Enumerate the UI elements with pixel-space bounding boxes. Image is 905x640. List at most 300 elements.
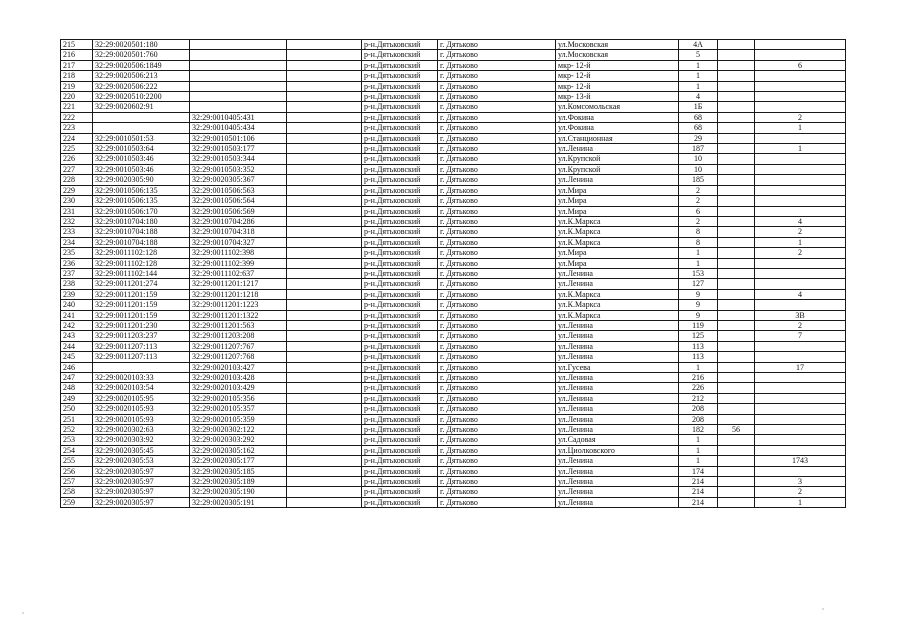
apartment-cell (718, 123, 755, 133)
count-cell (755, 279, 846, 289)
count-cell (755, 164, 846, 174)
row-number-cell: 259 (61, 497, 93, 507)
blank-cell (287, 331, 362, 341)
apartment-cell (718, 383, 755, 393)
count-cell: 1 (755, 237, 846, 247)
street-cell: ул.Ленина (556, 487, 679, 497)
cadastral-number-parcel-cell: 32:29:0011102:144 (93, 268, 190, 278)
table-row (61, 206, 846, 216)
street-cell: ул.Ленина (556, 404, 679, 414)
cadastral-number-object-cell: 32:29:0011102:398 (190, 248, 287, 258)
city-cell: г. Дятьково (438, 196, 556, 206)
cadastral-number-object-cell: 32:29:0020305:191 (190, 497, 287, 507)
blank-cell (287, 497, 362, 507)
street-cell: ул.Мира (556, 206, 679, 216)
cadastral-number-parcel-cell: 32:29:0020305:97 (93, 487, 190, 497)
cadastral-number-parcel-cell: 32:29:0020501:180 (93, 40, 190, 50)
street-cell: ул.Фокина (556, 112, 679, 122)
count-cell (755, 393, 846, 403)
house-number-cell: 5 (679, 50, 718, 60)
row-number-cell: 230 (61, 196, 93, 206)
blank-cell (287, 50, 362, 60)
cadastral-number-parcel-cell: 32:29:0010501:53 (93, 133, 190, 143)
city-cell: г. Дятьково (438, 331, 556, 341)
city-cell: г. Дятьково (438, 393, 556, 403)
cadastral-number-parcel-cell: 32:29:0011201:159 (93, 310, 190, 320)
district-cell: р-н.Дятьковский (362, 487, 438, 497)
house-number-cell: 2 (679, 216, 718, 226)
cadastral-number-parcel-cell: 32:29:0010503:46 (93, 154, 190, 164)
district-cell: р-н.Дятьковский (362, 206, 438, 216)
cadastral-number-object-cell: 32:29:0020103:428 (190, 373, 287, 383)
district-cell: р-н.Дятьковский (362, 352, 438, 362)
count-cell (755, 268, 846, 278)
blank-cell (287, 175, 362, 185)
count-cell (755, 185, 846, 195)
house-number-cell: 182 (679, 425, 718, 435)
count-cell (755, 40, 846, 50)
cadastral-number-parcel-cell: 32:29:0011201:159 (93, 289, 190, 299)
apartment-cell (718, 248, 755, 258)
apartment-cell (718, 445, 755, 455)
blank-cell (287, 300, 362, 310)
table-row (61, 456, 846, 466)
district-cell: р-н.Дятьковский (362, 466, 438, 476)
street-cell: ул.Ленина (556, 320, 679, 330)
cadastral-number-parcel-cell: 32:29:0011207:113 (93, 341, 190, 351)
apartment-cell (718, 60, 755, 70)
row-number-cell: 218 (61, 71, 93, 81)
street-cell: ул.Ленина (556, 175, 679, 185)
table-row (61, 237, 846, 247)
blank-cell (287, 227, 362, 237)
row-number-cell: 226 (61, 154, 93, 164)
cadastral-number-object-cell: 32:29:0011201:1218 (190, 289, 287, 299)
cadastral-number-object-cell: 32:29:0020305:162 (190, 445, 287, 455)
cadastral-number-parcel-cell: 32:29:0020303:92 (93, 435, 190, 445)
table-row (61, 248, 846, 258)
apartment-cell (718, 497, 755, 507)
cadastral-number-parcel-cell (93, 362, 190, 372)
count-cell (755, 445, 846, 455)
house-number-cell: 29 (679, 133, 718, 143)
table-body (61, 40, 846, 508)
count-cell (755, 341, 846, 351)
city-cell: г. Дятьково (438, 435, 556, 445)
cadastral-number-object-cell: 32:29:0020302:122 (190, 425, 287, 435)
count-cell (755, 175, 846, 185)
table-row (61, 300, 846, 310)
house-number-cell: 1 (679, 60, 718, 70)
district-cell: р-н.Дятьковский (362, 237, 438, 247)
row-number-cell: 249 (61, 393, 93, 403)
table-row (61, 310, 846, 320)
apartment-cell (718, 71, 755, 81)
house-number-cell: 9 (679, 289, 718, 299)
city-cell: г. Дятьково (438, 81, 556, 91)
street-cell: ул.К.Маркса (556, 216, 679, 226)
cadastral-number-object-cell: 32:29:0010506:569 (190, 206, 287, 216)
district-cell: р-н.Дятьковский (362, 175, 438, 185)
house-number-cell: 4 (679, 92, 718, 102)
blank-cell (287, 373, 362, 383)
city-cell: г. Дятьково (438, 185, 556, 195)
apartment-cell (718, 227, 755, 237)
house-number-cell: 127 (679, 279, 718, 289)
district-cell: р-н.Дятьковский (362, 383, 438, 393)
row-number-cell: 234 (61, 237, 93, 247)
city-cell: г. Дятьково (438, 102, 556, 112)
district-cell: р-н.Дятьковский (362, 248, 438, 258)
blank-cell (287, 237, 362, 247)
blank-cell (287, 40, 362, 50)
cadastral-number-object-cell: 32:29:0020305:367 (190, 175, 287, 185)
blank-cell (287, 341, 362, 351)
cadastral-number-object-cell: 32:29:0010704:327 (190, 237, 287, 247)
count-cell (755, 383, 846, 393)
apartment-cell (718, 258, 755, 268)
count-cell: 17 (755, 362, 846, 372)
street-cell: ул.Ленина (556, 497, 679, 507)
house-number-cell: 208 (679, 414, 718, 424)
district-cell: р-н.Дятьковский (362, 497, 438, 507)
apartment-cell (718, 373, 755, 383)
cadastral-number-parcel-cell: 32:29:0011102:128 (93, 248, 190, 258)
count-cell: 6 (755, 60, 846, 70)
house-number-cell: 1 (679, 258, 718, 268)
cadastral-number-object-cell: 32:29:0020105:356 (190, 393, 287, 403)
street-cell: ул.Ленина (556, 393, 679, 403)
cadastral-number-parcel-cell: 32:29:0020305:45 (93, 445, 190, 455)
district-cell: р-н.Дятьковский (362, 185, 438, 195)
district-cell: р-н.Дятьковский (362, 50, 438, 60)
count-cell (755, 71, 846, 81)
house-number-cell: 226 (679, 383, 718, 393)
row-number-cell: 223 (61, 123, 93, 133)
row-number-cell: 245 (61, 352, 93, 362)
count-cell: 1743 (755, 456, 846, 466)
cadastral-number-object-cell: 32:29:0020103:427 (190, 362, 287, 372)
house-number-cell: 214 (679, 477, 718, 487)
apartment-cell (718, 185, 755, 195)
cadastral-number-parcel-cell: 32:29:0020506:1849 (93, 60, 190, 70)
count-cell: 3В (755, 310, 846, 320)
row-number-cell: 229 (61, 185, 93, 195)
house-number-cell: 113 (679, 341, 718, 351)
street-cell: ул.Ленина (556, 456, 679, 466)
table-row (61, 477, 846, 487)
cadastral-number-object-cell (190, 60, 287, 70)
apartment-cell (718, 466, 755, 476)
city-cell: г. Дятьково (438, 144, 556, 154)
city-cell: г. Дятьково (438, 414, 556, 424)
row-number-cell: 233 (61, 227, 93, 237)
blank-cell (287, 60, 362, 70)
row-number-cell: 243 (61, 331, 93, 341)
house-number-cell: 1 (679, 445, 718, 455)
table-row (61, 81, 846, 91)
row-number-cell: 255 (61, 456, 93, 466)
blank-cell (287, 185, 362, 195)
city-cell: г. Дятьково (438, 373, 556, 383)
row-number-cell: 222 (61, 112, 93, 122)
house-number-cell: 153 (679, 268, 718, 278)
cadastral-number-object-cell: 32:29:0011102:399 (190, 258, 287, 268)
district-cell: р-н.Дятьковский (362, 320, 438, 330)
table-row (61, 466, 846, 476)
row-number-cell: 252 (61, 425, 93, 435)
blank-cell (287, 133, 362, 143)
city-cell: г. Дятьково (438, 445, 556, 455)
blank-cell (287, 393, 362, 403)
district-cell: р-н.Дятьковский (362, 133, 438, 143)
house-number-cell: 125 (679, 331, 718, 341)
cadastral-number-parcel-cell: 32:29:0010704:180 (93, 216, 190, 226)
count-cell (755, 435, 846, 445)
house-number-cell: 1 (679, 71, 718, 81)
blank-cell (287, 216, 362, 226)
blank-cell (287, 362, 362, 372)
cadastral-number-parcel-cell: 32:29:0020506:213 (93, 71, 190, 81)
apartment-cell (718, 477, 755, 487)
table-row (61, 445, 846, 455)
table-row (61, 487, 846, 497)
street-cell: ул.К.Маркса (556, 227, 679, 237)
city-cell: г. Дятьково (438, 133, 556, 143)
street-cell: ул.К.Маркса (556, 289, 679, 299)
city-cell: г. Дятьково (438, 71, 556, 81)
cadastral-number-object-cell (190, 92, 287, 102)
cadastral-number-parcel-cell: 32:29:0020602:91 (93, 102, 190, 112)
apartment-cell (718, 154, 755, 164)
apartment-cell (718, 40, 755, 50)
apartment-cell (718, 320, 755, 330)
cadastral-number-parcel-cell: 32:29:0020103:33 (93, 373, 190, 383)
district-cell: р-н.Дятьковский (362, 216, 438, 226)
table-row (61, 123, 846, 133)
table-row (61, 92, 846, 102)
street-cell: ул.Ленина (556, 144, 679, 154)
count-cell: 4 (755, 289, 846, 299)
city-cell: г. Дятьково (438, 216, 556, 226)
table-row (61, 289, 846, 299)
table-row (61, 383, 846, 393)
apartment-cell (718, 268, 755, 278)
street-cell: ул.Крупской (556, 164, 679, 174)
apartment-cell (718, 92, 755, 102)
row-number-cell: 219 (61, 81, 93, 91)
house-number-cell: 9 (679, 310, 718, 320)
cadastral-number-parcel-cell: 32:29:0011201:230 (93, 320, 190, 330)
cadastral-number-object-cell: 32:29:0011201:1223 (190, 300, 287, 310)
count-cell (755, 206, 846, 216)
district-cell: р-н.Дятьковский (362, 144, 438, 154)
apartment-cell (718, 133, 755, 143)
row-number-cell: 240 (61, 300, 93, 310)
cadastral-number-object-cell: 32:29:0010503:352 (190, 164, 287, 174)
count-cell: 4 (755, 216, 846, 226)
street-cell: ул.Ленина (556, 341, 679, 351)
street-cell: ул.Мира (556, 185, 679, 195)
count-cell (755, 102, 846, 112)
scan-speck (822, 608, 824, 610)
apartment-cell (718, 341, 755, 351)
cadastral-number-parcel-cell: 32:29:0020305:97 (93, 477, 190, 487)
house-number-cell: 2 (679, 196, 718, 206)
house-number-cell: 214 (679, 487, 718, 497)
house-number-cell: 187 (679, 144, 718, 154)
city-cell: г. Дятьково (438, 362, 556, 372)
count-cell: 1 (755, 123, 846, 133)
district-cell: р-н.Дятьковский (362, 258, 438, 268)
count-cell (755, 352, 846, 362)
apartment-cell: 56 (718, 425, 755, 435)
cadastral-number-parcel-cell: 32:29:0010506:135 (93, 196, 190, 206)
count-cell: 2 (755, 248, 846, 258)
cadastral-number-parcel-cell: 32:29:0011203:237 (93, 331, 190, 341)
cadastral-number-object-cell: 32:29:0011207:767 (190, 341, 287, 351)
cadastral-number-parcel-cell: 32:29:0010704:188 (93, 237, 190, 247)
apartment-cell (718, 164, 755, 174)
count-cell (755, 404, 846, 414)
cadastral-number-parcel-cell: 32:29:0020302:63 (93, 425, 190, 435)
table-row (61, 154, 846, 164)
cadastral-number-parcel-cell: 32:29:0010506:170 (93, 206, 190, 216)
city-cell: г. Дятьково (438, 466, 556, 476)
city-cell: г. Дятьково (438, 50, 556, 60)
row-number-cell: 227 (61, 164, 93, 174)
cadastral-number-parcel-cell (93, 112, 190, 122)
blank-cell (287, 477, 362, 487)
cadastral-number-object-cell: 32:29:0011201:1322 (190, 310, 287, 320)
table-row (61, 331, 846, 341)
district-cell: р-н.Дятьковский (362, 154, 438, 164)
table-row (61, 425, 846, 435)
cadastral-number-object-cell: 32:29:0010405:431 (190, 112, 287, 122)
street-cell: ул.Мира (556, 258, 679, 268)
table-row (61, 60, 846, 70)
apartment-cell (718, 487, 755, 497)
row-number-cell: 246 (61, 362, 93, 372)
district-cell: р-н.Дятьковский (362, 196, 438, 206)
count-cell: 2 (755, 227, 846, 237)
cadastral-number-object-cell: 32:29:0010501:106 (190, 133, 287, 143)
table-row (61, 175, 846, 185)
city-cell: г. Дятьково (438, 237, 556, 247)
city-cell: г. Дятьково (438, 92, 556, 102)
apartment-cell (718, 289, 755, 299)
street-cell: ул.Ленина (556, 466, 679, 476)
apartment-cell (718, 331, 755, 341)
cadastral-number-parcel-cell: 32:29:0020501:760 (93, 50, 190, 60)
apartment-cell (718, 362, 755, 372)
count-cell (755, 133, 846, 143)
row-number-cell: 225 (61, 144, 93, 154)
table-row (61, 50, 846, 60)
blank-cell (287, 112, 362, 122)
district-cell: р-н.Дятьковский (362, 112, 438, 122)
cadastral-number-object-cell: 32:29:0011207:768 (190, 352, 287, 362)
cadastral-number-parcel-cell: 32:29:0020506:222 (93, 81, 190, 91)
count-cell: 2 (755, 320, 846, 330)
count-cell (755, 92, 846, 102)
city-cell: г. Дятьково (438, 425, 556, 435)
table-row (61, 279, 846, 289)
cadastral-number-object-cell: 32:29:0011203:208 (190, 331, 287, 341)
cadastral-number-parcel-cell: 32:29:0020105:95 (93, 393, 190, 403)
cadastral-number-object-cell (190, 81, 287, 91)
table-row (61, 144, 846, 154)
blank-cell (287, 289, 362, 299)
cadastral-number-parcel-cell: 32:29:0010704:188 (93, 227, 190, 237)
house-number-cell: 1 (679, 81, 718, 91)
apartment-cell (718, 435, 755, 445)
city-cell: г. Дятьково (438, 175, 556, 185)
row-number-cell: 239 (61, 289, 93, 299)
city-cell: г. Дятьково (438, 40, 556, 50)
blank-cell (287, 196, 362, 206)
cadastral-number-object-cell: 32:29:0020305:185 (190, 466, 287, 476)
apartment-cell (718, 144, 755, 154)
blank-cell (287, 123, 362, 133)
district-cell: р-н.Дятьковский (362, 425, 438, 435)
house-number-cell: 113 (679, 352, 718, 362)
table-row (61, 216, 846, 226)
cadastral-number-parcel-cell: 32:29:0020305:90 (93, 175, 190, 185)
city-cell: г. Дятьково (438, 258, 556, 268)
table-row (61, 362, 846, 372)
city-cell: г. Дятьково (438, 487, 556, 497)
city-cell: г. Дятьково (438, 227, 556, 237)
row-number-cell: 228 (61, 175, 93, 185)
apartment-cell (718, 414, 755, 424)
apartment-cell (718, 393, 755, 403)
count-cell (755, 300, 846, 310)
city-cell: г. Дятьково (438, 154, 556, 164)
street-cell: ул.Ленина (556, 477, 679, 487)
table-row (61, 414, 846, 424)
apartment-cell (718, 112, 755, 122)
city-cell: г. Дятьково (438, 497, 556, 507)
house-number-cell: 119 (679, 320, 718, 330)
house-number-cell: 4А (679, 40, 718, 50)
district-cell: р-н.Дятьковский (362, 123, 438, 133)
house-number-cell: 212 (679, 393, 718, 403)
blank-cell (287, 352, 362, 362)
table-row (61, 112, 846, 122)
city-cell: г. Дятьково (438, 352, 556, 362)
cadastral-number-parcel-cell: 32:29:0020105:93 (93, 404, 190, 414)
cadastral-number-parcel-cell: 32:29:0020510:2200 (93, 92, 190, 102)
district-cell: р-н.Дятьковский (362, 164, 438, 174)
cadastral-number-object-cell: 32:29:0020305:177 (190, 456, 287, 466)
street-cell: ул.Ленина (556, 414, 679, 424)
house-number-cell: 208 (679, 404, 718, 414)
cadastral-number-object-cell: 32:29:0010506:563 (190, 185, 287, 195)
street-cell: ул.Ленина (556, 352, 679, 362)
cadastral-number-object-cell (190, 40, 287, 50)
street-cell: ул.Фокина (556, 123, 679, 133)
table-row (61, 102, 846, 112)
row-number-cell: 215 (61, 40, 93, 50)
blank-cell (287, 310, 362, 320)
count-cell (755, 196, 846, 206)
scan-speck (22, 612, 24, 614)
cadastral-number-object-cell (190, 102, 287, 112)
district-cell: р-н.Дятьковский (362, 310, 438, 320)
district-cell: р-н.Дятьковский (362, 393, 438, 403)
house-number-cell: 185 (679, 175, 718, 185)
